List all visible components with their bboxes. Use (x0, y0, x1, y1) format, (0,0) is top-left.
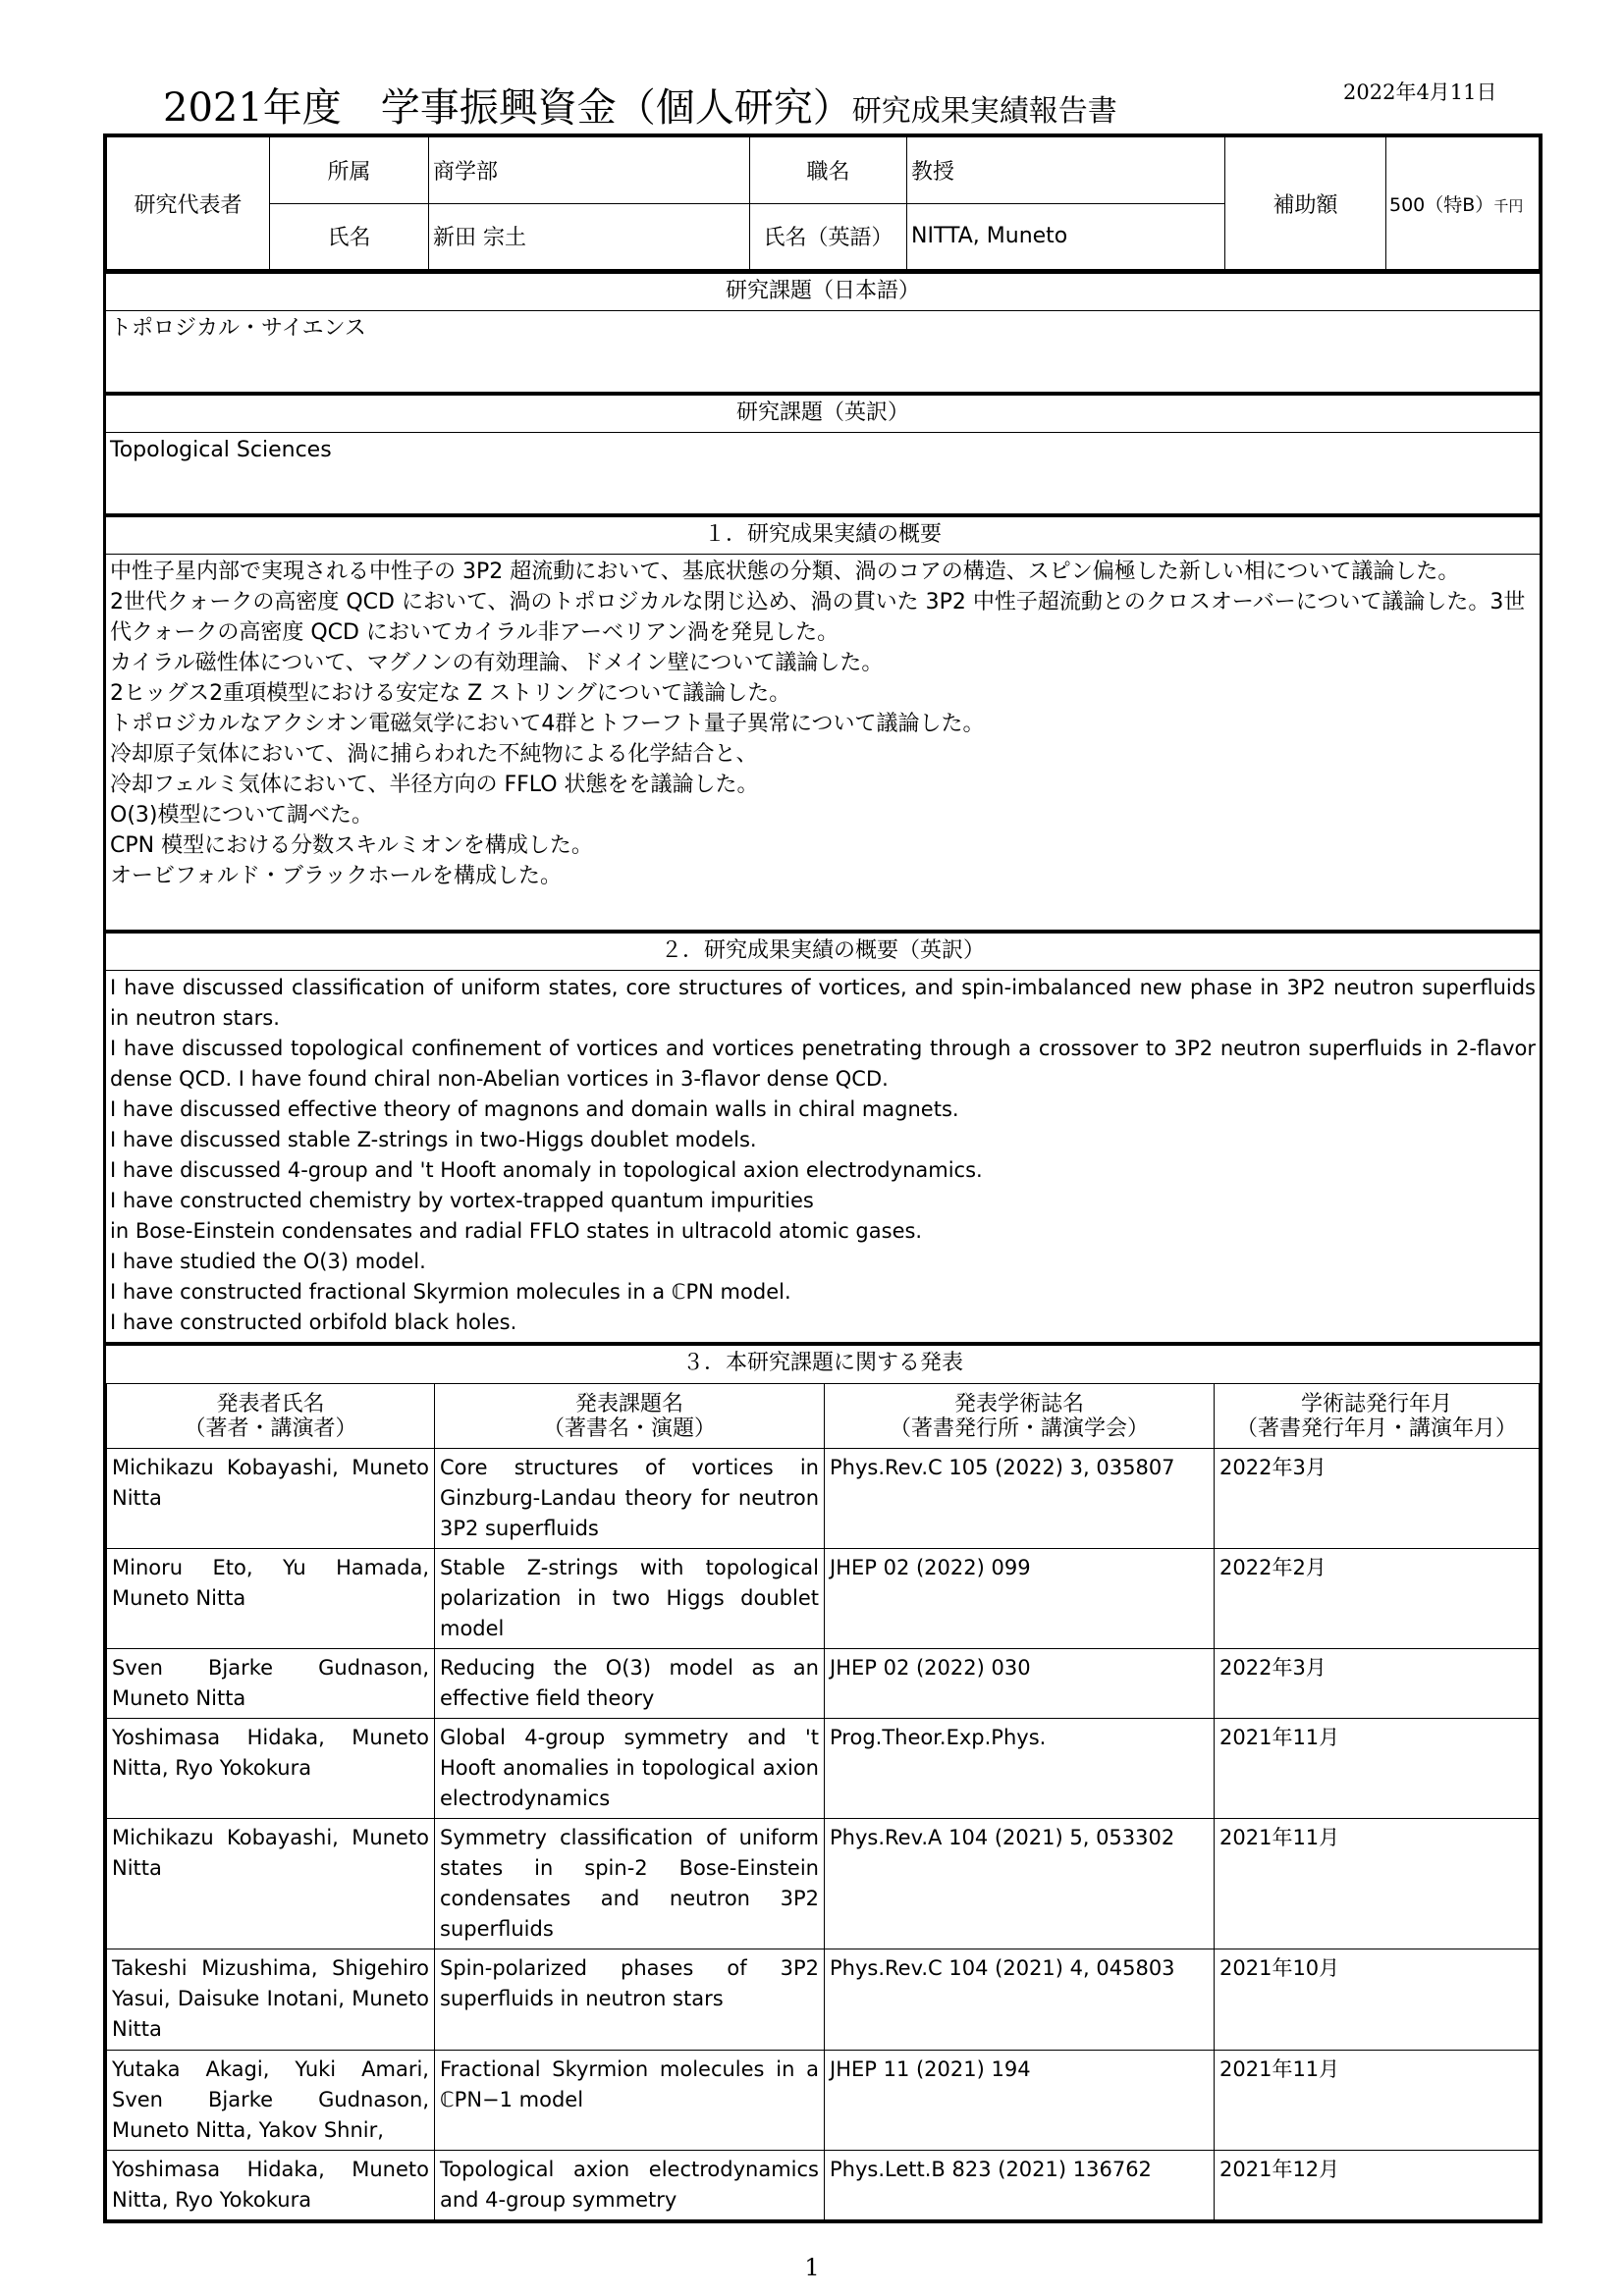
page-subtitle: 研究成果実績報告書 (851, 94, 1117, 129)
summary-ja-line: 冷却フェルミ気体において、半径方向の FFLO 状態をを議論した。 (110, 773, 759, 797)
publication-authors: Yoshimasa Hidaka, Muneto Nitta, Ryo Yokokura (107, 2151, 435, 2220)
publication-row (107, 1819, 1540, 1949)
position-label: 職名 (750, 137, 907, 204)
publication-date: 2021年11月 (1215, 1719, 1540, 1819)
report-form (103, 133, 1543, 2223)
publications-table (106, 1383, 1540, 2220)
publication-title: Spin-polarized phases of 3P2 superfluids in neutron stars (435, 1949, 825, 2051)
publication-authors: Takeshi Mizushima, Shigehiro Yasui, Daisuke Inotani, Muneto Nitta (107, 1949, 435, 2051)
summary-ja-line: CPN 模型における分数スキルミオンを構成した。 (110, 833, 593, 858)
publication-journal: JHEP 11 (2021) 194 (825, 2051, 1215, 2151)
grant-value: 500（特B）千円 (1386, 137, 1540, 270)
publication-row (107, 1449, 1540, 1549)
summary-en-line: in Bose-Einstein condensates and radial FFLO states in ultracold atomic gases. (110, 1219, 923, 1243)
publication-title: Symmetry classification of uniform states in spin-2 Bose-Einstein condensates and neutron 3P2 superfluids (435, 1819, 825, 1949)
publication-journal: JHEP 02 (2022) 099 (825, 1549, 1215, 1649)
summary-ja-line: トポロジカルなアクシオン電磁気学において4群とトフーフト量子異常について議論した。 (110, 712, 985, 736)
publication-date: 2021年11月 (1215, 1819, 1540, 1949)
name-label: 氏名 (270, 203, 429, 270)
summary-en-line: I have constructed chemistry by vortex-trapped quantum impurities (110, 1189, 814, 1212)
summary-ja-section (106, 513, 1540, 930)
topic-en-heading: 研究課題（英訳） (106, 396, 1540, 433)
column-header (435, 1384, 825, 1449)
summary-en-line: I have discussed stable Z-strings in two-Higgs doublet models. (110, 1128, 757, 1151)
publication-authors: Michikazu Kobayashi, Muneto Nitta (107, 1819, 435, 1949)
publication-date: 2021年10月 (1215, 1949, 1540, 2051)
publication-title: Fractional Skyrmion molecules in a ℂPN−1 model (435, 2051, 825, 2151)
publication-journal: Phys.Rev.C 105 (2022) 3, 035807 (825, 1449, 1215, 1549)
name-en-value: NITTA, Muneto (907, 203, 1225, 270)
summary-ja-line: 2世代クォークの高密度 QCD において、渦のトポロジカルな閉じ込め、渦の貫いた 3P2 中性子超流動とのクロスオーバーについて議論した。3世代クォークの高密度 QCD においてカイラル非アーベリアン渦を発見した。 (110, 590, 1526, 645)
summary-ja-body (106, 555, 1540, 930)
publication-row (107, 1719, 1540, 1819)
publication-date: 2022年2月 (1215, 1549, 1540, 1649)
publication-journal: Phys.Rev.A 104 (2021) 5, 053302 (825, 1819, 1215, 1949)
publication-journal: Prog.Theor.Exp.Phys. (825, 1719, 1215, 1819)
publications-heading: ３．本研究課題に関する発表 (681, 1351, 963, 1375)
publication-authors: Yoshimasa Hidaka, Muneto Nitta, Ryo Yokokura (107, 1719, 435, 1819)
topic-ja-text: トポロジカル・サイエンス (110, 316, 366, 341)
publication-title: Core structures of vortices in Ginzburg-Landau theory for neutron 3P2 superfluids (435, 1449, 825, 1549)
publication-authors: Yutaka Akagi, Yuki Amari, Sven Bjarke Gudnason, Muneto Nitta, Yakov Shnir, (107, 2051, 435, 2151)
summary-en-body (106, 971, 1540, 1342)
summary-ja-line: 冷却原子気体において、渦に捕らわれた不純物による化学結合と、 (110, 742, 758, 767)
publications-section (106, 1342, 1540, 2220)
column-header-line: （著書発行年月・講演年月） (1235, 1415, 1517, 1441)
affiliation-label: 所属 (270, 137, 429, 204)
publication-row (107, 2051, 1540, 2151)
column-header (1215, 1384, 1540, 1449)
summary-en-section (106, 930, 1540, 1342)
summary-ja-line: O(3)模型について調べた。 (110, 803, 374, 828)
publication-authors: Sven Bjarke Gudnason, Muneto Nitta (107, 1649, 435, 1719)
representative-label: 研究代表者 (107, 137, 270, 270)
column-header-line: 発表者氏名 (216, 1391, 325, 1416)
summary-ja-line: 2ヒッグス2重項模型における安定な Z ストリングについて議論した。 (110, 681, 791, 706)
topic-en-text: Topological Sciences (110, 438, 332, 462)
publication-date: 2021年12月 (1215, 2151, 1540, 2220)
name-value: 新田 宗土 (429, 203, 750, 270)
column-header-line: 発表学術誌名 (953, 1391, 1084, 1416)
column-header-line: 学術誌発行年月 (1300, 1391, 1452, 1416)
page-number: 1 (804, 2254, 820, 2281)
column-header-line: （著書発行所・講演学会） (889, 1415, 1149, 1441)
publication-title: Reducing the O(3) model as an effective field theory (435, 1649, 825, 1719)
summary-ja-line: 中性子星内部で実現される中性子の 3P2 超流動において、基底状態の分類、渦のコアの構造、スピン偏極した新しい相について議論した。 (110, 560, 1460, 584)
column-header-line: 発表課題名 (574, 1391, 683, 1416)
publication-authors: Minoru Eto, Yu Hamada, Muneto Nitta (107, 1549, 435, 1649)
summary-en-line: I have discussed 4-group and 't Hooft anomaly in topological axion electrodynamics. (110, 1158, 983, 1182)
summary-en-heading: ２．研究成果実績の概要（英訳） (106, 934, 1540, 971)
publication-title: Stable Z-strings with topological polarization in two Higgs doublet model (435, 1549, 825, 1649)
publication-row (107, 1549, 1540, 1649)
publication-journal: JHEP 02 (2022) 030 (825, 1649, 1215, 1719)
topic-en-section (106, 392, 1540, 513)
summary-en-line: I have constructed orbifold black holes. (110, 1310, 517, 1334)
summary-ja-line: カイラル磁性体について、マグノンの有効理論、ドメイン壁について議論した。 (110, 651, 884, 675)
affiliation-value: 商学部 (429, 137, 750, 204)
topic-ja-section (106, 270, 1540, 392)
publication-row (107, 1649, 1540, 1719)
column-header-line: （著者・講演者） (184, 1415, 357, 1441)
position-value: 教授 (907, 137, 1225, 204)
summary-en-line: I have studied the O(3) model. (110, 1250, 426, 1273)
column-header (825, 1384, 1215, 1449)
publication-title: Topological axion electrodynamics and 4-group symmetry (435, 2151, 825, 2220)
publication-date: 2022年3月 (1215, 1449, 1540, 1549)
page-title: 2021年度 学事振興資金（個人研究）研究成果実績報告書 (163, 85, 1117, 131)
representative-table (106, 136, 1540, 270)
publication-authors: Michikazu Kobayashi, Muneto Nitta (107, 1449, 435, 1549)
grant-label: 補助額 (1225, 137, 1386, 270)
publication-title: Global 4-group symmetry and 't Hooft anomalies in topological axion electrodynamics (435, 1719, 825, 1819)
summary-ja-line: オービフォルド・ブラックホールを構成した。 (110, 864, 563, 888)
column-header (107, 1384, 435, 1449)
publication-journal: Phys.Lett.B 823 (2021) 136762 (825, 2151, 1215, 2220)
summary-en-line: I have constructed fractional Skyrmion molecules in a ℂPN model. (110, 1280, 791, 1304)
column-header-line: （著書名・演題） (542, 1415, 716, 1441)
summary-en-line: I have discussed effective theory of magnons and domain walls in chiral magnets. (110, 1097, 959, 1121)
summary-ja-heading: １．研究成果実績の概要 (106, 517, 1540, 555)
name-en-label: 氏名（英語） (750, 203, 907, 270)
summary-en-line: I have discussed classification of uniform states, core structures of vortices, and spin-imbalanced new phase in 3P2 neutron superfluids in neutron stars. (110, 976, 1536, 1030)
publication-date: 2022年3月 (1215, 1649, 1540, 1719)
publication-row (107, 2151, 1540, 2220)
summary-en-line: I have discussed topological confinement of vortices and vortices penetrating through a crossover to 3P2 neutron superfluids in 2-flavor dense QCD. I have found chiral non-Abelian vortices in 3-flavor dense QCD. (110, 1037, 1536, 1091)
publication-row (107, 1949, 1540, 2051)
topic-ja-heading: 研究課題（日本語） (106, 274, 1540, 311)
publication-journal: Phys.Rev.C 104 (2021) 4, 045803 (825, 1949, 1215, 2051)
report-date: 2022年4月11日 (1343, 80, 1497, 104)
publication-date: 2021年11月 (1215, 2051, 1540, 2151)
grant-unit: 千円 (1493, 196, 1524, 215)
